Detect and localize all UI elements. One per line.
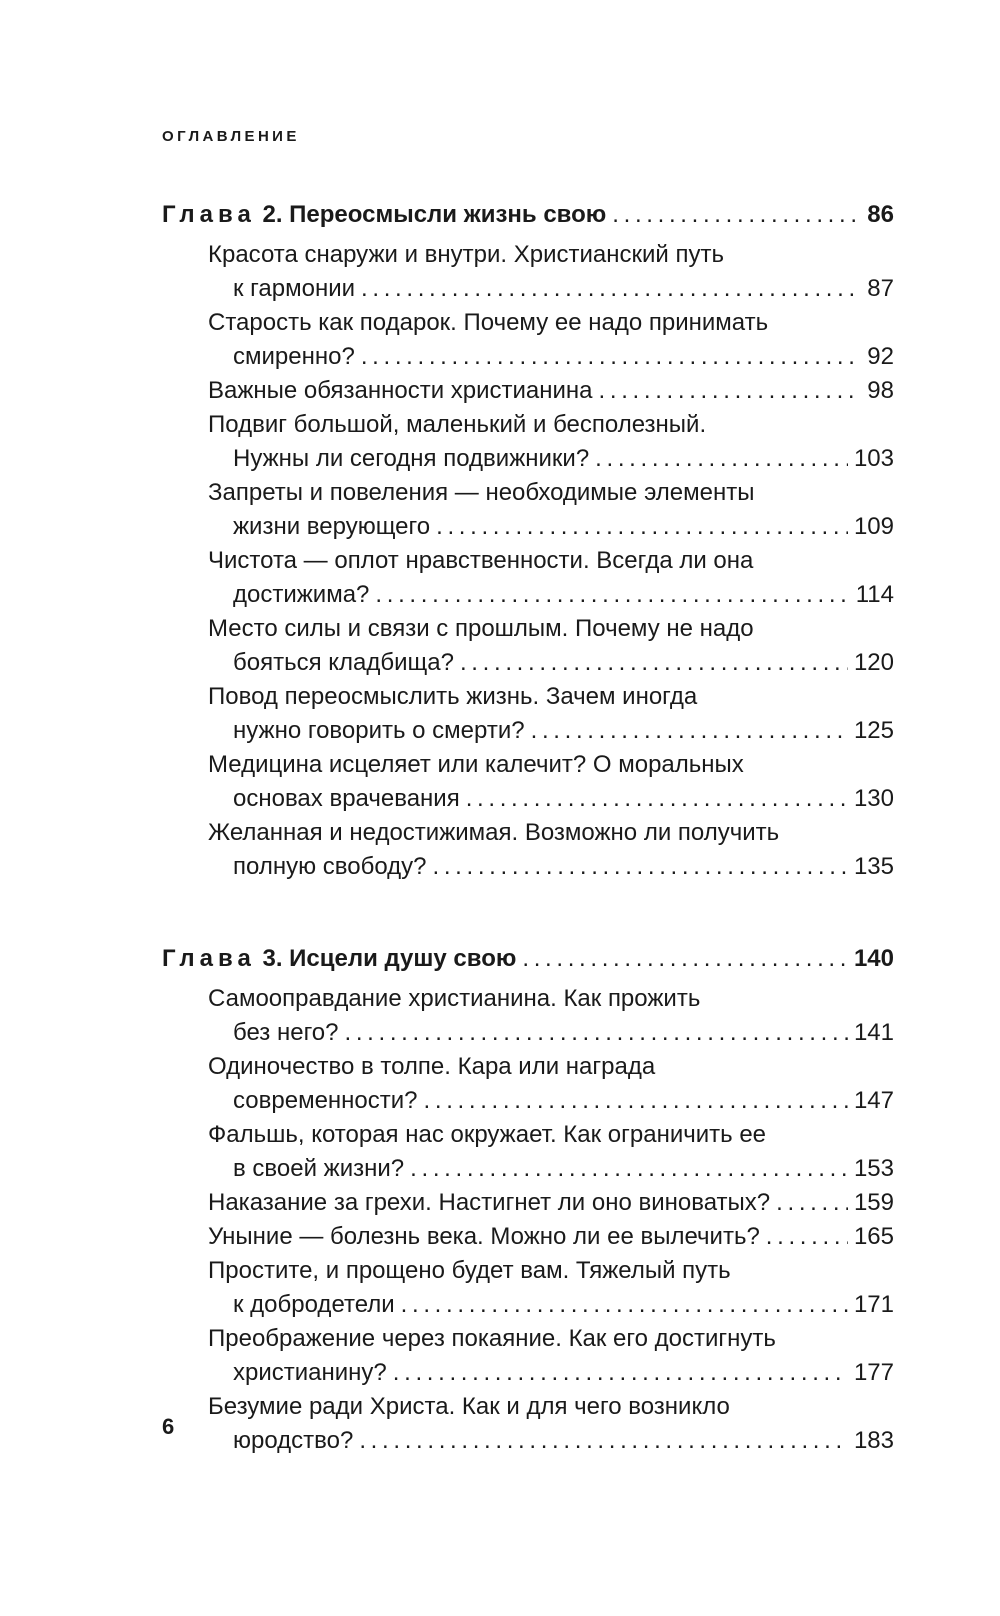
entry-line [162, 340, 894, 374]
toc-entry[interactable] [162, 306, 894, 374]
toc-entry[interactable] [162, 238, 894, 306]
page-folio: 6 [162, 1414, 175, 1439]
entry-title: Желанная и недостижимая. Возможно ли получить [208, 819, 780, 846]
entry-line [162, 510, 894, 544]
entry-title-cont: смиренно? [233, 343, 355, 370]
entry-line [162, 816, 894, 850]
chapter-2 [162, 198, 894, 884]
toc-entry[interactable] [162, 982, 894, 1050]
entry-title-cont: юродство? [233, 1427, 354, 1454]
page-number: 86 [867, 201, 894, 228]
entry-line [162, 1084, 894, 1118]
toc-entry[interactable] [162, 408, 894, 476]
entry-line [162, 1390, 894, 1424]
entry-title: Запреты и повеления — необходимые элементы [208, 479, 755, 506]
entry-line [162, 476, 894, 510]
entry-title: Медицина исцеляет или калечит? О моральных [208, 751, 744, 778]
toc-entry[interactable] [162, 374, 894, 408]
entry-title-cont: бояться кладбища? [233, 649, 454, 676]
page-number: 130 [853, 785, 894, 812]
dot-leader [361, 272, 861, 306]
entry-line [162, 680, 894, 714]
entry-line [162, 1152, 894, 1186]
chapter-3 [162, 942, 894, 1458]
dot-leader [436, 510, 848, 544]
entry-line [162, 748, 894, 782]
entry-line [162, 1322, 894, 1356]
entry-line [162, 1254, 894, 1288]
entry-title: Чистота — оплот нравственности. Всегда ли она [208, 547, 754, 574]
page-number: 141 [853, 1019, 894, 1046]
entry-line [162, 408, 894, 442]
dot-leader [401, 1288, 848, 1322]
entry-title-cont: жизни верующего [233, 513, 431, 540]
entry-line [162, 612, 894, 646]
page-number: 114 [855, 581, 894, 608]
chapter-title: 3. Исцели душу свою [262, 945, 517, 972]
page-number: 171 [853, 1291, 894, 1318]
page-number: 103 [853, 445, 894, 472]
toc-entry[interactable] [162, 612, 894, 680]
dot-leader [531, 714, 848, 748]
page-number: 183 [853, 1427, 894, 1454]
entry-line [162, 544, 894, 578]
entry-line [162, 1356, 894, 1390]
entry-title: Место силы и связи с прошлым. Почему не надо [208, 615, 754, 642]
toc-entry[interactable] [162, 1390, 894, 1458]
dot-leader [359, 1424, 848, 1458]
entry-title-cont: без него? [233, 1019, 339, 1046]
page-number: 153 [853, 1155, 894, 1182]
entry-line [162, 306, 894, 340]
entry-title-cont: к добродетели [233, 1291, 395, 1318]
dot-leader [361, 340, 861, 374]
chapter-label: Глава [162, 945, 256, 972]
entry-line [162, 1424, 894, 1458]
page-number: 177 [853, 1359, 894, 1386]
toc-entry[interactable] [162, 1118, 894, 1186]
chapter-label: Глава [162, 201, 256, 228]
toc-entry[interactable] [162, 1220, 894, 1254]
page-number: 92 [867, 343, 894, 370]
entry-title-cont: христианину? [233, 1359, 387, 1386]
entry-title: Важные обязанности христианина [208, 377, 593, 404]
dot-leader [433, 850, 848, 884]
chapter-heading[interactable] [162, 942, 894, 976]
entry-title: Подвиг большой, маленький и бесполезный. [208, 411, 707, 438]
entry-title: Безумие ради Христа. Как и для чего возникло [208, 1393, 730, 1420]
dot-leader [424, 1084, 848, 1118]
entry-title-cont: достижима? [233, 581, 370, 608]
entry-title: Самооправдание христианина. Как прожить [208, 985, 701, 1012]
entry-line [162, 782, 894, 816]
entry-line [162, 646, 894, 680]
page-number: 87 [867, 275, 894, 302]
entry-line [162, 1118, 894, 1152]
page-number: 159 [853, 1189, 894, 1216]
entry-line [162, 1186, 894, 1220]
dot-leader [522, 942, 848, 976]
dot-leader [595, 442, 848, 476]
dot-leader [466, 782, 848, 816]
chapter-title: 2. Переосмысли жизнь свою [262, 201, 607, 228]
toc-entry[interactable] [162, 544, 894, 612]
entry-title: Одиночество в толпе. Кара или награда [208, 1053, 656, 1080]
dot-leader [776, 1186, 848, 1220]
entry-title-cont: к гармонии [233, 275, 356, 302]
entry-line [162, 714, 894, 748]
page-number: 98 [867, 377, 894, 404]
page-number: 165 [853, 1223, 894, 1250]
table-of-contents [162, 198, 894, 1516]
entry-line [162, 238, 894, 272]
dot-leader [460, 646, 848, 680]
entry-title: Простите, и прощено будет вам. Тяжелый путь [208, 1257, 731, 1284]
dot-leader [612, 198, 861, 232]
toc-entry[interactable] [162, 1254, 894, 1322]
entry-title-cont: современности? [233, 1087, 418, 1114]
entry-title: Преображение через покаяние. Как его достигнуть [208, 1325, 776, 1352]
entry-line [162, 1050, 894, 1084]
entry-title: Повод переосмыслить жизнь. Зачем иногда [208, 683, 698, 710]
entry-line [162, 374, 894, 408]
page-number: 109 [853, 513, 894, 540]
entry-title-cont: основах врачевания [233, 785, 460, 812]
toc-entry[interactable] [162, 1322, 894, 1390]
dot-leader [393, 1356, 848, 1390]
entry-line [162, 982, 894, 1016]
entry-line [162, 578, 894, 612]
toc-entry[interactable] [162, 680, 894, 748]
dot-leader [375, 578, 849, 612]
toc-entry[interactable] [162, 1050, 894, 1118]
toc-entry[interactable] [162, 1186, 894, 1220]
entry-line [162, 1016, 894, 1050]
toc-entry[interactable] [162, 816, 894, 884]
running-head: ОГЛАВЛЕНИЕ [162, 128, 300, 145]
entry-title-cont: Нужны ли сегодня подвижники? [233, 445, 590, 472]
entry-title-cont: полную свободу? [233, 853, 427, 880]
entry-line [162, 1288, 894, 1322]
entry-title: Уныние — болезнь века. Можно ли ее вылечить? [208, 1223, 760, 1250]
entry-title: Красота снаружи и внутри. Христианский путь [208, 241, 724, 268]
toc-entry[interactable] [162, 476, 894, 544]
entry-line [162, 1220, 894, 1254]
page-number: 125 [853, 717, 894, 744]
entry-title: Наказание за грехи. Настигнет ли оно виноватых? [208, 1189, 771, 1216]
entry-title-cont: в своей жизни? [233, 1155, 405, 1182]
page-number: 147 [853, 1087, 894, 1114]
entry-title: Старость как подарок. Почему ее надо принимать [208, 309, 769, 336]
entry-line [162, 272, 894, 306]
chapter-heading[interactable] [162, 198, 894, 232]
page-number: 135 [853, 853, 894, 880]
dot-leader [410, 1152, 848, 1186]
entry-line [162, 850, 894, 884]
entry-title-cont: нужно говорить о смерти? [233, 717, 525, 744]
entry-line [162, 442, 894, 476]
toc-entry[interactable] [162, 748, 894, 816]
dot-leader [766, 1220, 848, 1254]
entry-title: Фальшь, которая нас окружает. Как ограничить ее [208, 1121, 767, 1148]
dot-leader [345, 1016, 848, 1050]
page-number: 140 [853, 945, 894, 972]
page-number: 120 [853, 649, 894, 676]
dot-leader [599, 374, 862, 408]
